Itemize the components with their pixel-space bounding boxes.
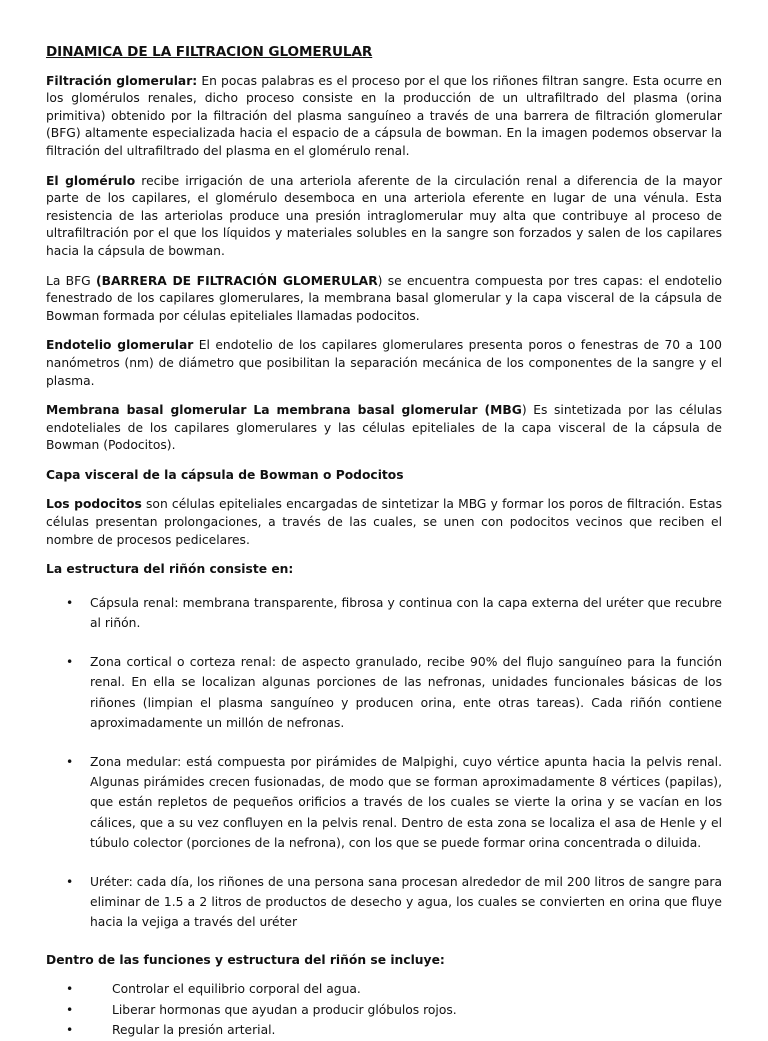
list-item (46, 1020, 722, 1040)
paragraph-glomerulo (46, 173, 722, 261)
term-endotelio: Endotelio glomerular (46, 338, 194, 353)
functions-list (46, 979, 722, 1040)
bullet-icon: • (66, 875, 74, 890)
list-item-text: Liberar hormonas que ayudan a producir glóbulos rojos. (112, 1002, 457, 1017)
subheading-capa-visceral: Capa visceral de la cápsula de Bowman o Podocitos (46, 467, 404, 482)
document-title: DINAMICA DE LA FILTRACION GLOMERULAR (46, 44, 373, 60)
bullet-icon: • (66, 755, 74, 770)
paragraph-text: El endotelio de los capilares glomerulares presenta poros o fenestras de 70 a 100 nanómetros (nm) de diámetro que posibilitan la separación mecánica de los componentes de la sangre y el plasma. (46, 338, 722, 388)
structure-list (46, 593, 722, 933)
bullet-icon: • (66, 1002, 74, 1017)
paragraph-endotelio (46, 337, 722, 390)
list-item (46, 652, 722, 733)
list-item (46, 752, 722, 853)
list-item (46, 872, 722, 933)
bullet-icon: • (66, 655, 74, 670)
paragraph-filtracion-glomerular (46, 73, 722, 161)
paragraph-podocitos (46, 496, 722, 549)
term-podocitos: Los podocitos (46, 497, 142, 512)
paragraph-text: ) Es sintetizada por las células endoteliales de los capilares glomerulares y las células epiteliales de la capa visceral de la cápsula de Bowman (Podocitos). (46, 403, 722, 453)
paragraph-text: son células epiteliales encargadas de sintetizar la MBG y formar los poros de filtración. Estas células presentan prolongaciones, a través de las cuales, se unen con podocitos vecinos que reciben el nombre de procesos pedicelares. (46, 497, 722, 547)
list-item-text: Zona medular: está compuesta por pirámides de Malpighi, cuyo vértice apunta hacia la pelvis renal. Algunas pirámides crecen fusionadas, de modo que se forman aproximadamente 8 vértices (papilas), que están repletos de pequeños orificios a través de los cuales se vierte la orina y se vacían en los cálices, que a su vez confluyen en la pelvis renal. Dentro de esta zona se localiza el asa de Henle y el túbulo colector (porciones de la nefrona), con los que se puede formar orina concentrada o diluida. (90, 755, 722, 850)
functions-heading: Dentro de las funciones y estructura del riñón se incluye: (46, 952, 445, 967)
term-bfg: (BARRERA DE FILTRACIÓN GLOMERULAR (95, 273, 378, 288)
list-item (46, 1000, 722, 1020)
paragraph-text: recibe irrigación de una arteriola aferente de la circulación renal a diferencia de la mayor parte de los capilares, el glomérulo desemboca en una arteriola eferente en lugar de una vénula. Esta resistencia de las arteriolas produce una presión intraglomerular muy alta que contribuye al proceso de ultrafiltración por el que los líquidos y materiales solubles en la sangre son forzados y salen de los capilares hacia la cápsula de bowman. (46, 173, 723, 258)
list-item-text: Regular la presión arterial. (112, 1023, 276, 1038)
paragraph-prefix: La BFG (46, 273, 96, 288)
paragraph-text: ) se encuentra compuesta por tres capas: el endotelio fenestrado de los capilares glomerulares, la membrana basal glomerular y la capa visceral de la cápsula de Bowman formada por células epiteliales llamadas podocitos. (46, 273, 722, 323)
paragraph-text: En pocas palabras es el proceso por el que los riñones filtran sangre. Esta ocurre en los glomérulos renales, dicho proceso consiste en la producción de un ultrafiltrado del plasma (orina primitiva) obtenido por la filtración del plasma sanguíneo a través de una barrera de filtración glomerular (BFG) altamente especializada hacia el espacio de a cápsula de bowman. En la imagen podemos observar la filtración del ultrafiltrado del plasma en el glomérulo renal. (46, 73, 722, 158)
bullet-icon: • (66, 1023, 74, 1038)
list-item (46, 593, 722, 633)
list-item-text: Cápsula renal: membrana transparente, fibrosa y continua con la capa externa del uréter que recubre al riñón. (90, 595, 722, 631)
list-item-text: Uréter: cada día, los riñones de una persona sana procesan alrededor de mil 200 litros de sangre para eliminar de 1.5 a 2 litros de productos de desecho y agua, los cuales se convierten en orina que fluye hacia la vejiga a través del uréter (90, 875, 722, 930)
bullet-icon: • (66, 595, 74, 610)
term-glomerulo: El glomérulo (46, 173, 136, 188)
list-item-text: Zona cortical o corteza renal: de aspecto granulado, recibe 90% del flujo sanguíneo para la función renal. En ella se localizan algunas porciones de las nefronas, unidades funcionales básicas de los riñones (limpian el plasma sanguíneo y producen orina, ente otras tareas). Cada riñón contiene aproximadamente un millón de nefronas. (90, 655, 722, 730)
term-filtracion-glomerular: Filtración glomerular: (46, 73, 198, 88)
list-item (46, 979, 722, 999)
list-item-text: Controlar el equilibrio corporal del agua. (112, 982, 361, 997)
term-membrana-basal: Membrana basal glomerular La membrana basal glomerular (MBG (46, 403, 522, 418)
structure-heading: La estructura del riñón consiste en: (46, 562, 294, 577)
paragraph-bfg (46, 273, 722, 326)
bullet-icon: • (66, 982, 74, 997)
paragraph-membrana-basal (46, 402, 722, 455)
